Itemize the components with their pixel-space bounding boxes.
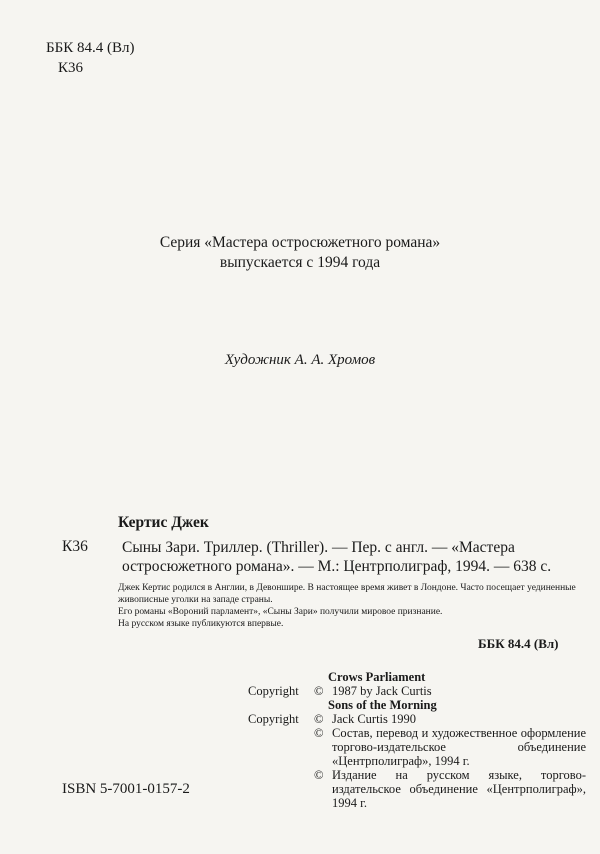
copyright-symbol-icon: © — [314, 768, 324, 782]
annotation — [118, 582, 588, 630]
copyright-line-1: 1987 by Jack Curtis — [332, 684, 432, 698]
annotation-line-3: На русском языке публикуются впервые. — [118, 619, 284, 629]
original-title-1: Crows Parliament — [328, 670, 426, 684]
bbk-classification-top — [46, 38, 134, 78]
copyright-para-1 — [248, 726, 586, 768]
series-note — [0, 233, 600, 273]
catalog-code: К36 — [62, 538, 88, 555]
isbn: ISBN 5-7001-0157-2 — [62, 781, 190, 797]
copyright-block — [248, 670, 586, 810]
copyright-row-2 — [248, 712, 586, 726]
annotation-line-1: Джек Кертис родился в Англии, в Девоншире. В настоящее время живет в Лондоне. Часто посещает уединенные живописные уголки на западе страны. — [118, 583, 576, 605]
bibliographic-description: Сыны Зари. Триллер. (Thriller). — Пер. с англ. — «Мастера остросюжетного романа». — М.: Центрполиграф, 1994. — 638 с. — [122, 539, 552, 575]
author-heading: Кертис Джек — [118, 514, 209, 531]
author-mark: К36 — [58, 60, 84, 76]
copyright-symbol-icon: © — [314, 712, 324, 726]
copyright-para-2 — [248, 768, 586, 810]
copyright-symbol-icon: © — [314, 726, 324, 740]
copyright-label: Copyright — [248, 684, 299, 698]
original-title-2: Sons of the Morning — [328, 698, 437, 712]
copyright-para-1-text: Состав, перевод и художественное оформление торгово-издательское объединение «Центрполиграф», 1994 г. — [332, 726, 586, 768]
copyright-symbol-icon: © — [314, 684, 324, 698]
copyright-row-1 — [248, 684, 586, 698]
bbk-code: ББК 84.4 (Вл) — [46, 40, 135, 56]
artist-credit: Художник А. А. Хромов — [224, 352, 376, 368]
copyright-label: Copyright — [248, 712, 299, 726]
copyright-line-2: Jack Curtis 1990 — [332, 712, 417, 726]
annotation-line-2: Его романы «Вороний парламент», «Сыны Зари» получили мировое признание. — [118, 607, 443, 617]
series-line-1: Серия «Мастера остросюжетного романа» — [159, 234, 441, 251]
bbk-classification-bottom: ББК 84.4 (Вл) — [478, 636, 559, 651]
series-line-2: выпускается с 1994 года — [219, 254, 381, 271]
copyright-para-2-text: Издание на русском языке, торгово-издательское объединение «Центрполиграф», 1994 г. — [332, 768, 586, 810]
